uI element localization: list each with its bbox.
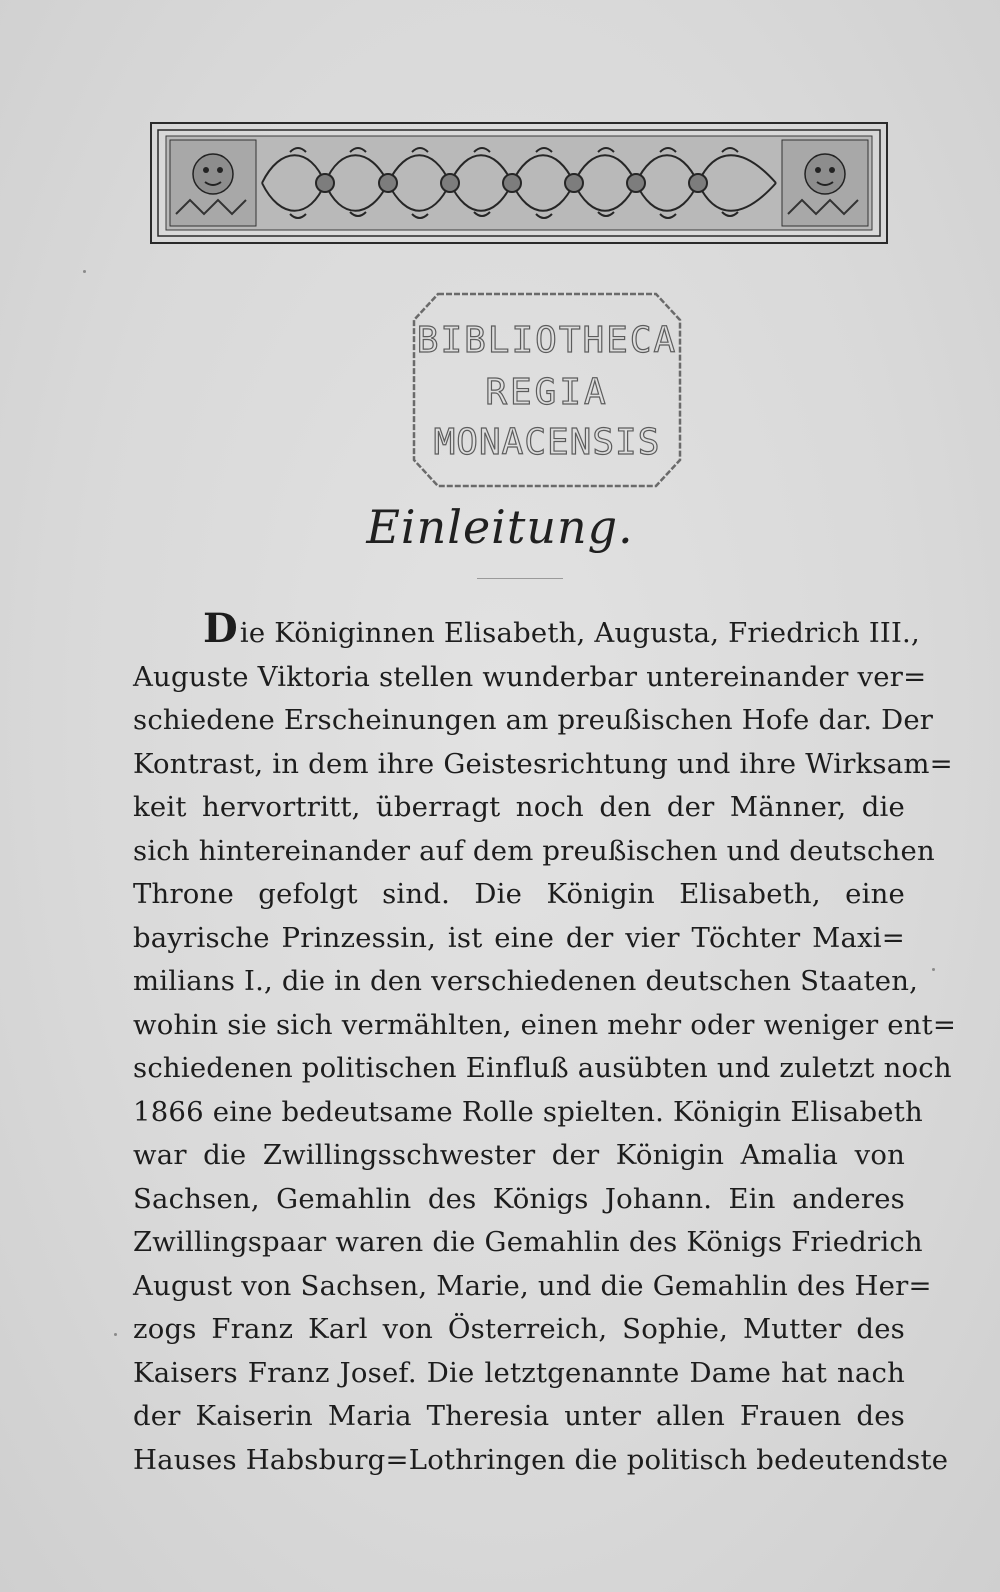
right-mask-icon [782,140,868,226]
text-line: schiedenen politischen Einfluß ausübten und zuletzt noch [133,1052,952,1084]
svg-text:REGIA: REGIA [485,372,609,413]
text-line: Zwillingspaar waren die Gemahlin des Königs Friedrich [133,1226,923,1258]
text-line [133,605,920,656]
chapter-heading: Einleitung. [366,500,634,554]
paper-speck [932,968,935,971]
text-line: bayrische Prinzessin, ist eine der vier Töchter Maxi= [133,921,905,954]
svg-text:MONACENSIS: MONACENSIS [433,422,661,463]
text-line: Throne gefolgt sind. Die Königin Elisabeth, eine [133,878,905,910]
text-line: Kaisers Franz Josef. Die letztgenannte Dame hat nach [133,1356,905,1389]
text-line: milians I., die in den verschiedenen deutschen Staaten, [133,965,919,997]
text-line-content: ie Königinnen Elisabeth, Augusta, Friedrich III., [239,617,920,649]
text-line: 1866 eine bedeutsame Rolle spielten. Königin Elisabeth [133,1095,923,1128]
text-line: Hauses Habsburg=Lothringen die politisch bedeutendste [133,1443,949,1476]
svg-text:BIBLIOTHECA: BIBLIOTHECA [416,320,678,361]
text-line: August von Sachsen, Marie, und die Gemahlin des Her= [133,1269,932,1302]
ornamental-header-band [150,122,888,244]
text-line: war die Zwillingsschwester der Königin Amalia von [133,1139,905,1171]
text-line: Sachsen, Gemahlin des Königs Johann. Ein anderes [133,1182,905,1215]
text-line: zogs Franz Karl von Österreich, Sophie, Mutter des [133,1313,905,1345]
left-mask-icon [170,140,256,226]
text-line: wohin sie sich vermählten, einen mehr oder weniger ent= [133,1008,957,1041]
heading-divider [477,578,563,579]
text-line: schiedene Erscheinungen am preußischen Hofe dar. Der [133,704,934,736]
drop-cap: D [203,605,238,652]
text-line: der Kaiserin Maria Theresia unter allen Frauen des [133,1400,905,1432]
text-line: keit hervortritt, überragt noch den der Männer, die [133,791,905,823]
text-line: Auguste Viktoria stellen wunderbar untereinander ver= [133,660,927,693]
text-line: sich hintereinander auf dem preußischen und deutschen [133,834,935,867]
text-line: Kontrast, in dem ihre Geistesrichtung und ihre Wirksam= [133,747,953,780]
paper-speck [114,1333,117,1336]
body-paragraph [133,605,957,1482]
paper-speck [83,270,86,273]
library-stamp [408,286,686,494]
